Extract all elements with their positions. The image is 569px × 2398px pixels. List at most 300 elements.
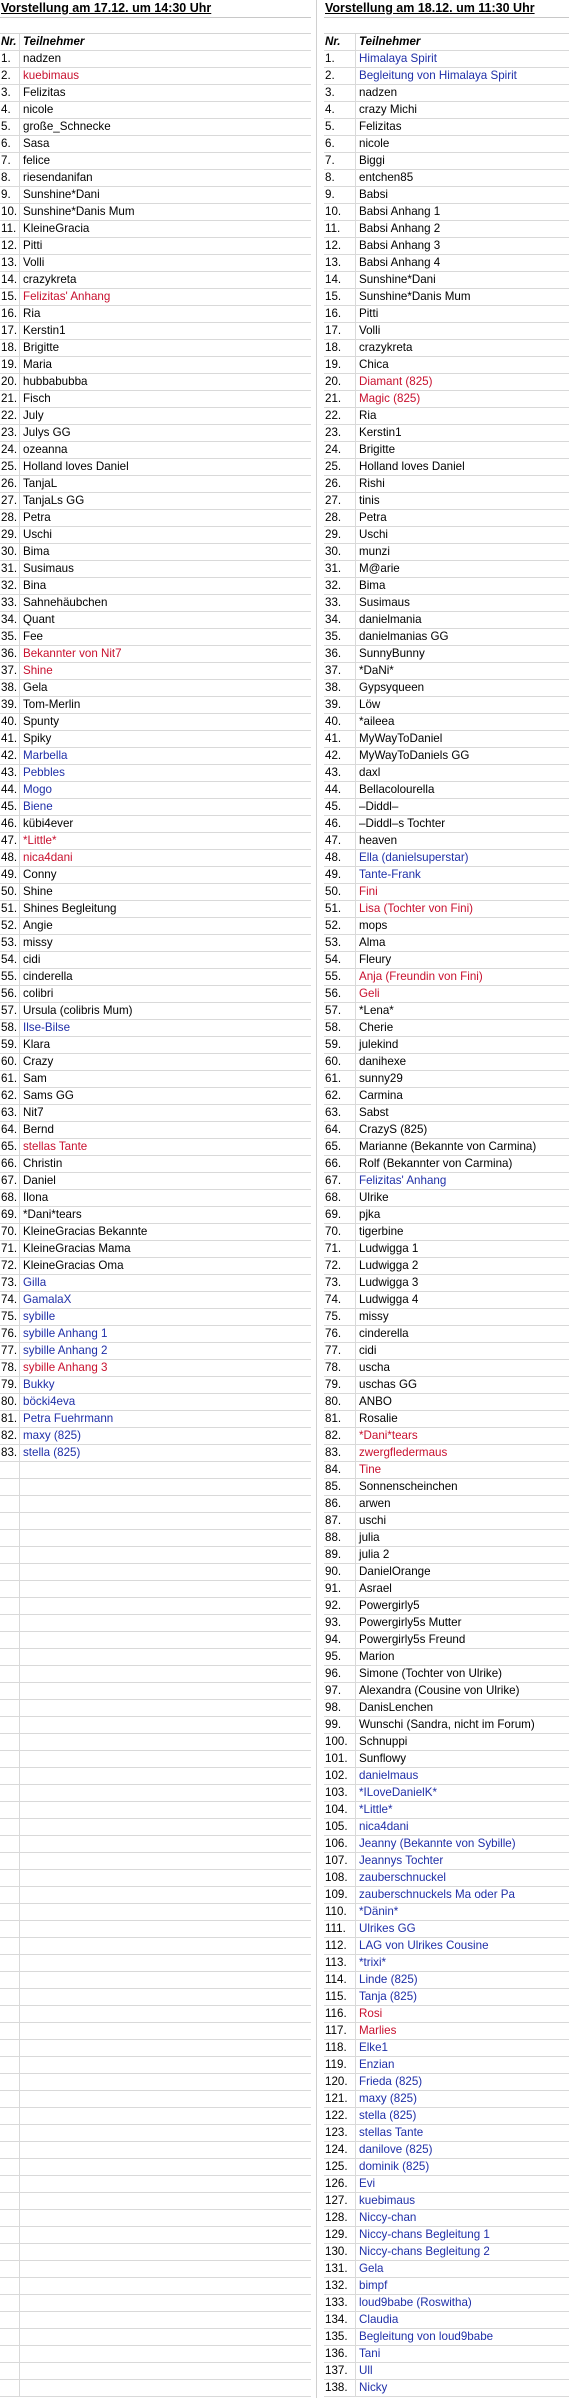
table-row	[324, 1054, 569, 1071]
participant-name: Susimaus	[359, 596, 410, 609]
participant-name: Shine	[23, 664, 53, 677]
participant-name: LAG von Ulrikes Cousine	[359, 1939, 489, 1952]
row-number: 6.	[324, 136, 356, 152]
empty-cell	[0, 2176, 20, 2192]
row-number: 41.	[0, 731, 20, 747]
participant-name: SunnyBunny	[359, 647, 425, 660]
table-row	[324, 765, 569, 782]
participant-name: Holland loves Daniel	[23, 460, 129, 473]
row-number: 90.	[324, 1564, 356, 1580]
table-row	[324, 408, 569, 425]
row-number: 2.	[0, 68, 20, 84]
row-number: 56.	[0, 986, 20, 1002]
participant-name: Brigitte	[359, 443, 396, 456]
participant-name: böcki4eva	[23, 1395, 76, 1408]
row-number: 101.	[324, 1751, 356, 1767]
participant-name: Linde (825)	[359, 1973, 418, 1986]
row-number: 4.	[0, 102, 20, 118]
participant-name: Sunshine*Dani	[359, 273, 436, 286]
row-number: 5.	[0, 119, 20, 135]
row-number: 70.	[324, 1224, 356, 1240]
table-row	[324, 68, 569, 85]
left-table-title: Vorstellung am 17.12. um 14:30 Uhr	[0, 0, 311, 18]
row-number: 83.	[0, 1445, 20, 1461]
participant-name: Ull	[359, 2364, 373, 2377]
participant-name: nica4dani	[23, 851, 73, 864]
participant-name: zwergfledermaus	[359, 1446, 448, 1459]
row-number: 36.	[0, 646, 20, 662]
row-number: 103.	[324, 1785, 356, 1801]
table-row	[0, 221, 311, 238]
table-row	[0, 238, 311, 255]
table-row	[324, 2108, 569, 2125]
row-number: 106.	[324, 1836, 356, 1852]
participant-name: KleineGracias Oma	[23, 1259, 124, 1272]
participant-name: *ILoveDanielK*	[359, 1786, 437, 1799]
table-row	[324, 918, 569, 935]
participant-name: nadzen	[359, 86, 398, 99]
row-number: 117.	[324, 2023, 356, 2039]
table-row	[0, 1360, 311, 1377]
table-row	[324, 2040, 569, 2057]
participant-name: –Diddl–	[359, 800, 399, 813]
empty-row	[0, 2278, 311, 2295]
row-number: 17.	[324, 323, 356, 339]
table-row	[324, 1445, 569, 1462]
participant-name: Powergirly5s Freund	[359, 1633, 466, 1646]
row-number: 24.	[324, 442, 356, 458]
table-row	[324, 340, 569, 357]
participant-name: Elke1	[359, 2041, 389, 2054]
row-number: 17.	[0, 323, 20, 339]
right-table-header	[324, 34, 569, 51]
row-number: 23.	[0, 425, 20, 441]
row-number: 135.	[324, 2329, 356, 2345]
table-row	[324, 1428, 569, 1445]
participant-name: Sams GG	[23, 1089, 74, 1102]
participant-name: Conny	[23, 868, 57, 881]
row-number: 8.	[324, 170, 356, 186]
table-row	[324, 952, 569, 969]
row-number: 88.	[324, 1530, 356, 1546]
row-number: 96.	[324, 1666, 356, 1682]
row-number: 23.	[324, 425, 356, 441]
participant-name: DanisLenchen	[359, 1701, 434, 1714]
table-row	[324, 1717, 569, 1734]
row-number: 7.	[324, 153, 356, 169]
row-number: 37.	[324, 663, 356, 679]
participant-name: Cherie	[359, 1021, 394, 1034]
participant-name: *trixi*	[359, 1956, 387, 1969]
table-row	[324, 935, 569, 952]
participant-name: kübi4ever	[23, 817, 74, 830]
table-row	[0, 510, 311, 527]
table-row	[324, 612, 569, 629]
table-row	[0, 1003, 311, 1020]
row-number: 42.	[324, 748, 356, 764]
participant-name: Ludwigga 1	[359, 1242, 419, 1255]
row-number: 10.	[0, 204, 20, 220]
table-row	[324, 1972, 569, 1989]
table-row	[324, 1649, 569, 1666]
row-number: 56.	[324, 986, 356, 1002]
row-number: 39.	[0, 697, 20, 713]
table-row	[324, 1700, 569, 1717]
table-row	[0, 1309, 311, 1326]
empty-cell	[0, 1462, 20, 1478]
participant-name: Angie	[23, 919, 53, 932]
participant-name: Fisch	[23, 392, 51, 405]
row-number: 80.	[324, 1394, 356, 1410]
column-divider	[316, 0, 317, 2398]
table-row	[324, 170, 569, 187]
row-number: 54.	[324, 952, 356, 968]
empty-cell	[0, 1955, 20, 1971]
participant-name: *Little*	[23, 834, 57, 847]
table-row	[324, 1615, 569, 1632]
table-row	[324, 697, 569, 714]
row-number: 68.	[0, 1190, 20, 1206]
row-number: 51.	[324, 901, 356, 917]
empty-row	[0, 2023, 311, 2040]
row-number: 127.	[324, 2193, 356, 2209]
row-number: 108.	[324, 1870, 356, 1886]
participant-name: Shine	[23, 885, 53, 898]
participant-name: stellas Tante	[359, 2126, 424, 2139]
table-row	[324, 2193, 569, 2210]
empty-cell	[0, 1734, 20, 1750]
empty-row	[0, 1462, 311, 1479]
table-row	[0, 1411, 311, 1428]
participant-name: Sunshine*Danis Mum	[359, 290, 471, 303]
empty-row	[0, 2108, 311, 2125]
table-row	[324, 1326, 569, 1343]
participant-name: Quant	[23, 613, 55, 626]
row-number: 29.	[0, 527, 20, 543]
table-row	[324, 833, 569, 850]
row-number: 14.	[0, 272, 20, 288]
row-number: 53.	[0, 935, 20, 951]
table-row	[324, 2091, 569, 2108]
participant-name: Babsi Anhang 4	[359, 256, 441, 269]
row-number: 115.	[324, 1989, 356, 2005]
table-row	[324, 1632, 569, 1649]
table-row	[0, 102, 311, 119]
row-number: 3.	[324, 85, 356, 101]
empty-row	[0, 2057, 311, 2074]
participant-name: zauberschnuckels Ma oder Pa	[359, 1888, 515, 1901]
table-row	[324, 561, 569, 578]
table-row	[324, 2176, 569, 2193]
participant-name: Fini	[359, 885, 378, 898]
row-number: 1.	[0, 51, 20, 67]
empty-cell	[0, 2057, 20, 2073]
row-number: 86.	[324, 1496, 356, 1512]
row-number: 38.	[0, 680, 20, 696]
empty-row	[0, 1547, 311, 1564]
table-row	[324, 2142, 569, 2159]
table-row	[324, 2329, 569, 2346]
row-number: 95.	[324, 1649, 356, 1665]
participant-name: Gela	[23, 681, 48, 694]
row-number: 73.	[324, 1275, 356, 1291]
table-row	[0, 255, 311, 272]
table-row	[0, 442, 311, 459]
table-row	[324, 102, 569, 119]
participant-name: Niccy-chans Begleitung 2	[359, 2245, 490, 2258]
participant-name: Tante-Frank	[359, 868, 421, 881]
participant-name: Spiky	[23, 732, 52, 745]
row-number: 8.	[0, 170, 20, 186]
row-number: 131.	[324, 2261, 356, 2277]
participant-name: Marion	[359, 1650, 395, 1663]
table-row	[324, 1938, 569, 1955]
table-row	[0, 119, 311, 136]
empty-cell	[0, 1700, 20, 1716]
row-number: 52.	[0, 918, 20, 934]
row-number: 35.	[324, 629, 356, 645]
row-number: 66.	[324, 1156, 356, 1172]
participant-name: Marbella	[23, 749, 68, 762]
participant-name: crazy Michi	[359, 103, 417, 116]
participant-name: Tom-Merlin	[23, 698, 81, 711]
table-row	[0, 357, 311, 374]
table-row	[324, 578, 569, 595]
row-number: 76.	[0, 1326, 20, 1342]
empty-row	[0, 2261, 311, 2278]
table-row	[0, 799, 311, 816]
participant-name: cinderella	[359, 1327, 409, 1340]
row-number: 111.	[324, 1921, 356, 1937]
table-row	[0, 340, 311, 357]
participant-name: *DaNi*	[359, 664, 394, 677]
table-row	[324, 782, 569, 799]
empty-cell	[0, 2329, 20, 2345]
blank-row	[0, 18, 311, 34]
row-number: 24.	[0, 442, 20, 458]
empty-row	[0, 2380, 311, 2397]
row-number: 3.	[0, 85, 20, 101]
participant-name: munzi	[359, 545, 390, 558]
empty-row	[0, 1938, 311, 1955]
empty-cell	[0, 1717, 20, 1733]
empty-cell	[0, 1513, 20, 1529]
participant-name: crazykreta	[359, 341, 413, 354]
participant-name: große_Schnecke	[23, 120, 111, 133]
empty-row	[0, 1564, 311, 1581]
empty-row	[0, 2040, 311, 2057]
empty-cell	[0, 1904, 20, 1920]
row-number: 7.	[0, 153, 20, 169]
row-number: 28.	[324, 510, 356, 526]
row-number: 28.	[0, 510, 20, 526]
participant-name: KleineGracias Mama	[23, 1242, 131, 1255]
row-number: 29.	[324, 527, 356, 543]
table-row	[0, 374, 311, 391]
empty-row	[0, 1700, 311, 1717]
participant-name: bimpf	[359, 2279, 388, 2292]
table-row	[0, 136, 311, 153]
empty-row	[0, 1870, 311, 1887]
table-row	[324, 2363, 569, 2380]
participant-name: daxl	[359, 766, 381, 779]
row-number: 100.	[324, 1734, 356, 1750]
participant-name: stellas Tante	[23, 1140, 88, 1153]
row-number: 9.	[0, 187, 20, 203]
table-row	[324, 1139, 569, 1156]
participant-name: Biene	[23, 800, 53, 813]
table-row	[324, 1122, 569, 1139]
empty-row	[0, 1751, 311, 1768]
row-number: 92.	[324, 1598, 356, 1614]
row-number: 47.	[0, 833, 20, 849]
row-number: 35.	[0, 629, 20, 645]
table-row	[0, 646, 311, 663]
table-row	[324, 187, 569, 204]
row-number: 62.	[0, 1088, 20, 1104]
table-row	[324, 1564, 569, 1581]
participant-name: stella (825)	[359, 2109, 417, 2122]
row-number: 25.	[0, 459, 20, 475]
participant-name: sybille Anhang 2	[23, 1344, 108, 1357]
table-row	[324, 1666, 569, 1683]
row-number: 47.	[324, 833, 356, 849]
row-number: 93.	[324, 1615, 356, 1631]
table-row	[0, 952, 311, 969]
table-row	[0, 816, 311, 833]
empty-cell	[0, 2210, 20, 2226]
table-row	[324, 1547, 569, 1564]
participant-name: riesendanifan	[23, 171, 93, 184]
participant-name: maxy (825)	[23, 1429, 81, 1442]
participant-name: Maria	[23, 358, 52, 371]
row-number: 18.	[0, 340, 20, 356]
row-number: 69.	[0, 1207, 20, 1223]
table-row	[0, 1173, 311, 1190]
table-row	[0, 867, 311, 884]
empty-cell	[0, 2363, 20, 2379]
row-number: 77.	[324, 1343, 356, 1359]
participant-name: nicole	[359, 137, 390, 150]
empty-row	[0, 1802, 311, 1819]
participant-name: Biggi	[359, 154, 385, 167]
empty-cell	[0, 2023, 20, 2039]
empty-row	[0, 1683, 311, 1700]
row-number: 138.	[324, 2380, 356, 2396]
row-number: 22.	[324, 408, 356, 424]
row-number: 78.	[324, 1360, 356, 1376]
table-row	[0, 714, 311, 731]
row-number: 80.	[0, 1394, 20, 1410]
table-row	[0, 595, 311, 612]
right-rows	[324, 51, 569, 2397]
row-number: 69.	[324, 1207, 356, 1223]
participant-name: DanielOrange	[359, 1565, 431, 1578]
table-row	[0, 663, 311, 680]
participant-name: sunny29	[359, 1072, 403, 1085]
row-number: 41.	[324, 731, 356, 747]
participant-name: hubbabubba	[23, 375, 88, 388]
row-number: 57.	[324, 1003, 356, 1019]
participant-name: Brigitte	[23, 341, 60, 354]
row-number: 44.	[0, 782, 20, 798]
empty-cell	[0, 2278, 20, 2294]
participant-name: Enzian	[359, 2058, 395, 2071]
table-row	[324, 714, 569, 731]
participant-name: pjka	[359, 1208, 381, 1221]
table-row	[0, 544, 311, 561]
table-row	[324, 1377, 569, 1394]
row-number: 130.	[324, 2244, 356, 2260]
table-row	[324, 1224, 569, 1241]
empty-row	[0, 2295, 311, 2312]
row-number: 45.	[324, 799, 356, 815]
table-row	[0, 1377, 311, 1394]
row-number: 110.	[324, 1904, 356, 1920]
row-number: 30.	[324, 544, 356, 560]
row-number: 19.	[324, 357, 356, 373]
table-row	[324, 136, 569, 153]
row-number: 132.	[324, 2278, 356, 2294]
participant-name: Petra	[359, 511, 387, 524]
empty-row	[0, 1479, 311, 1496]
row-number: 26.	[324, 476, 356, 492]
empty-cell	[0, 1683, 20, 1699]
left-rows	[0, 51, 311, 2397]
empty-cell	[0, 2295, 20, 2311]
row-number: 2.	[324, 68, 356, 84]
row-number: 68.	[324, 1190, 356, 1206]
row-number: 5.	[324, 119, 356, 135]
table-row	[324, 986, 569, 1003]
table-row	[324, 1173, 569, 1190]
participant-name: Christin	[23, 1157, 63, 1170]
empty-row	[0, 1632, 311, 1649]
empty-cell	[0, 1496, 20, 1512]
table-row	[324, 1190, 569, 1207]
empty-row	[0, 2363, 311, 2380]
row-number: 83.	[324, 1445, 356, 1461]
row-number: 79.	[0, 1377, 20, 1393]
row-number: 114.	[324, 1972, 356, 1988]
participant-name: tigerbine	[359, 1225, 404, 1238]
empty-row	[0, 1615, 311, 1632]
participant-name: Chica	[359, 358, 389, 371]
participant-name: missy	[359, 1310, 389, 1323]
table-row	[0, 306, 311, 323]
row-number: 44.	[324, 782, 356, 798]
empty-cell	[0, 1853, 20, 1869]
table-row	[0, 629, 311, 646]
row-number: 72.	[0, 1258, 20, 1274]
participant-name: Schnuppi	[359, 1735, 408, 1748]
empty-row	[0, 2176, 311, 2193]
participant-name: Volli	[23, 256, 45, 269]
table-row	[324, 1581, 569, 1598]
participant-name: danielmaus	[359, 1769, 419, 1782]
row-number: 76.	[324, 1326, 356, 1342]
table-row	[324, 1496, 569, 1513]
row-number: 54.	[0, 952, 20, 968]
participant-name: julia 2	[359, 1548, 390, 1561]
participant-name: *Little*	[359, 1803, 393, 1816]
participant-name: Sunflowy	[359, 1752, 407, 1765]
row-number: 66.	[0, 1156, 20, 1172]
participant-name: Begleitung von loud9babe	[359, 2330, 494, 2343]
row-number: 20.	[0, 374, 20, 390]
row-number: 128.	[324, 2210, 356, 2226]
row-number: 65.	[324, 1139, 356, 1155]
